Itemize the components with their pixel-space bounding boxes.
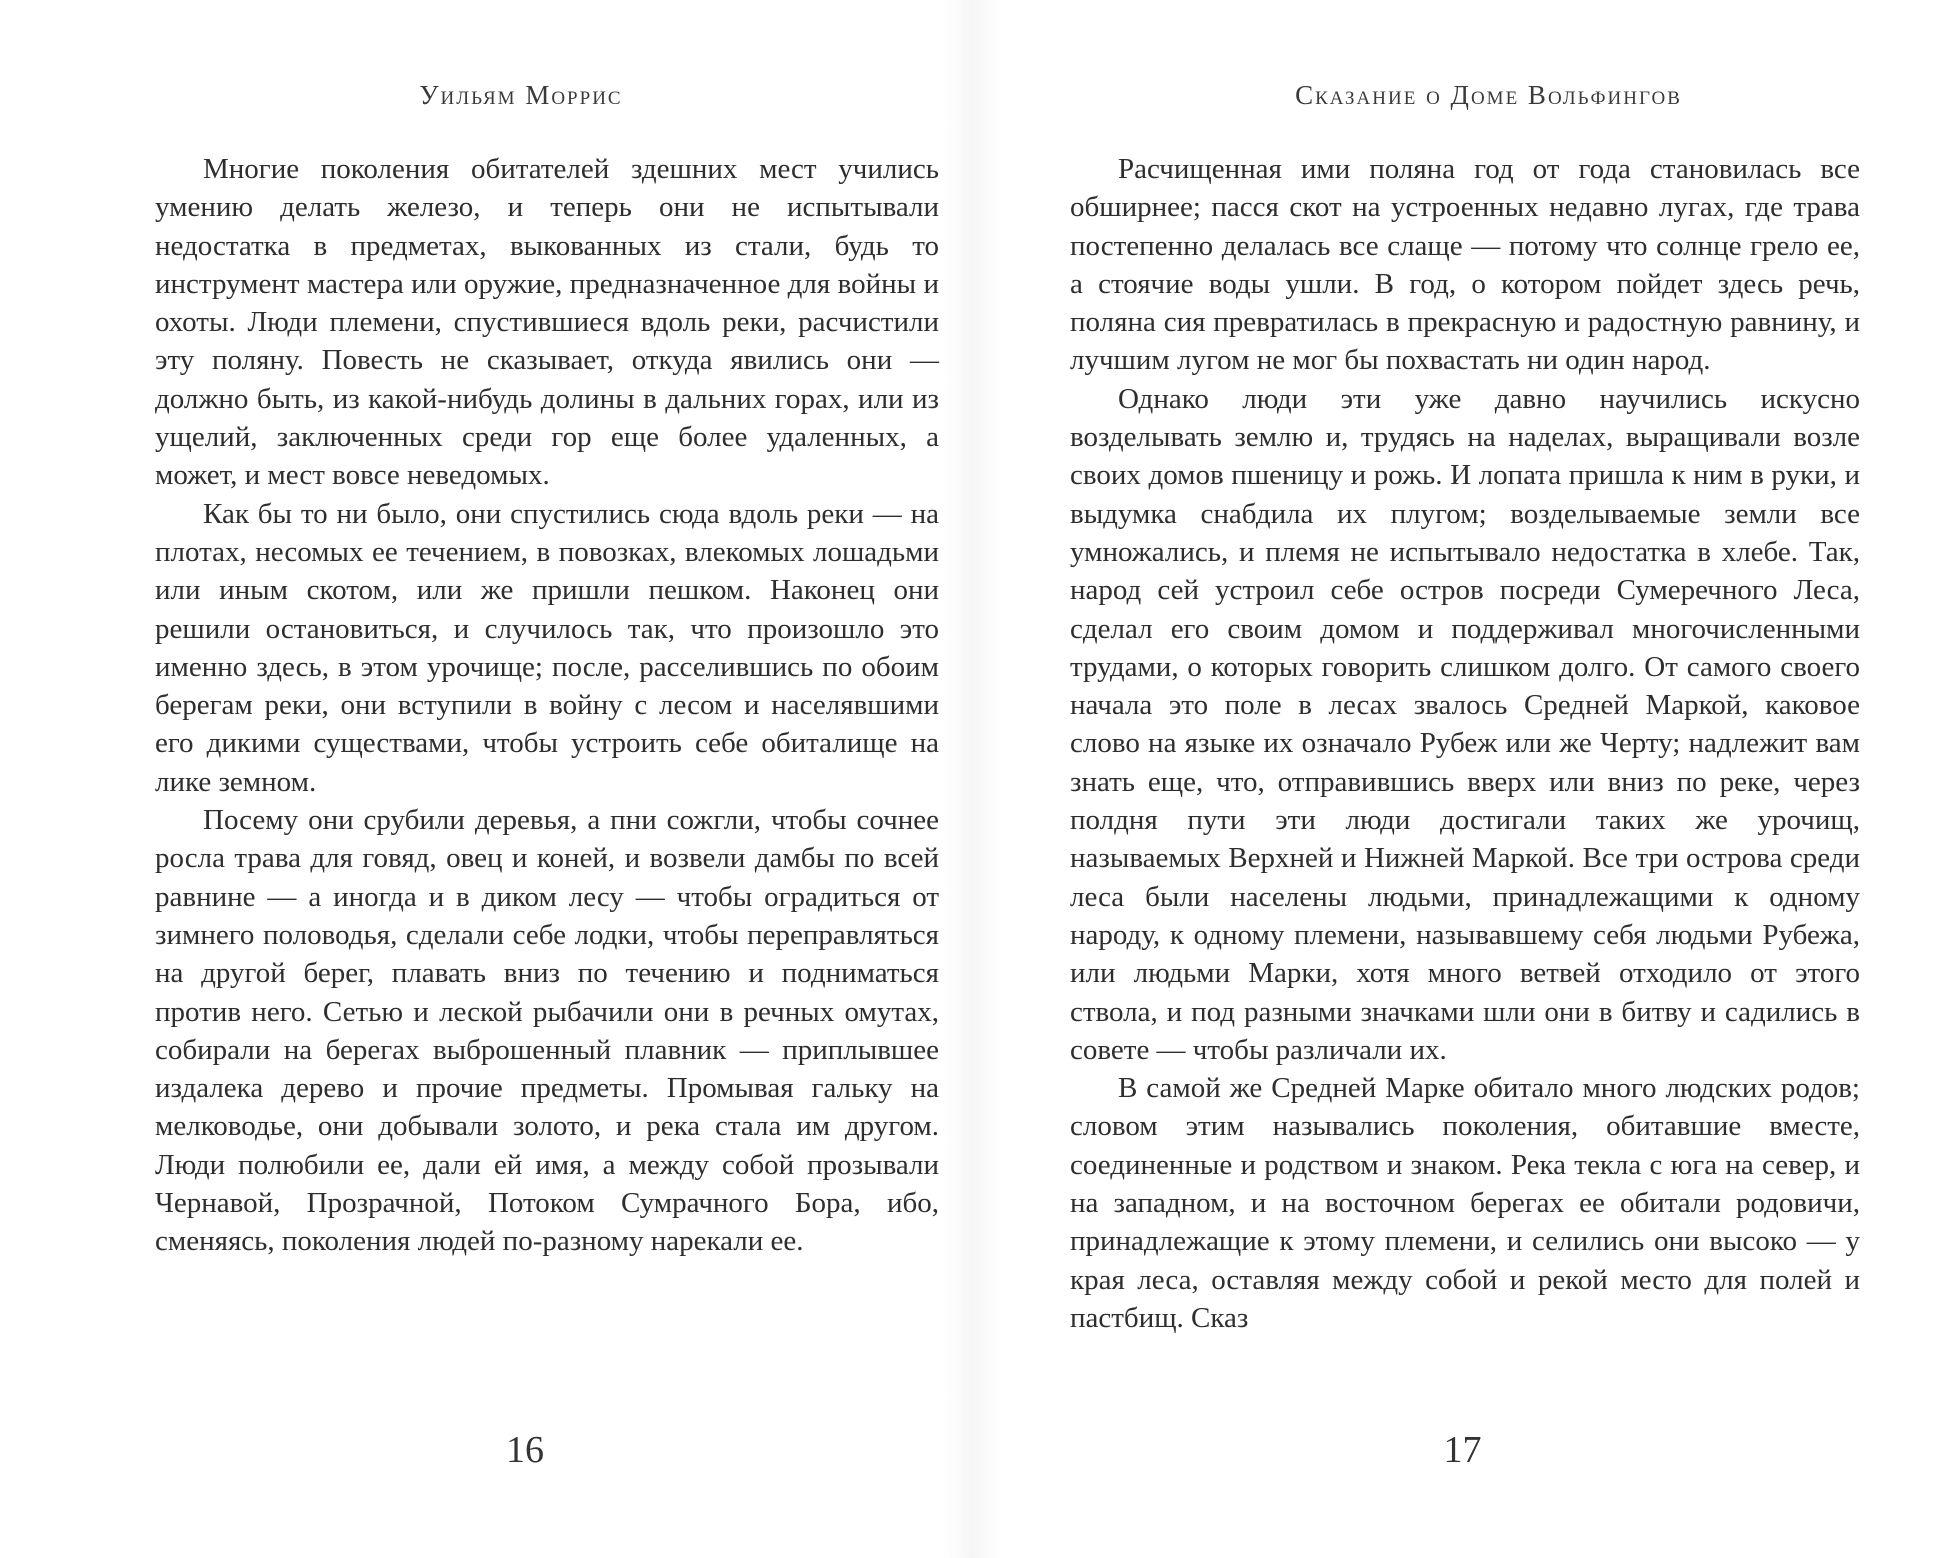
page-number: 17	[1443, 1429, 1482, 1471]
left-page	[0, 0, 972, 1558]
page-number: 16	[506, 1429, 544, 1471]
paragraph: Расчищенная ими поляна год от года становилась все обширнее; пасся скот на устроенных недавно лугах, где трава постепенно делалась все слаще — потому что солнце грело ее, а стоячие воды ушли. В год, о котором пойдет здесь речь, поляна сия превратилась в прекрасную и радостную равнину, и лучшим лугом не мог бы похвастать ни один народ.	[1070, 153, 1860, 377]
paragraph: Как бы то ни было, они спустились сюда вдоль реки — на плотах, несомых ее течением, в повозках, влекомых лошадьми или иным скотом, или же пришли пешком. Наконец они решили остановиться, и случилось так, что произошло это именно здесь, в этом урочище; после, расселившись по обоим берегам реки, они вступили в войну с лесом и населявшими его дикими существами, чтобы устроить себе обиталище на лике земном.	[155, 497, 939, 798]
paragraph: В самой же Средней Марке обитало много людских родов; словом этим назывались поколения, обитавшие вместе, соединенные и родством и знаком. Река текла с юга на север, и на западном, и на восточном берегах ее обитали родовичи, принадлежащие к этому племени, и селились они высоко — у края леса, оставляя между собой и рекой место для полей и пастбищ. Сказ	[1070, 1072, 1860, 1334]
right-page	[972, 0, 1945, 1558]
right-text-block	[1070, 150, 1860, 1337]
paragraph: Многие поколения обитателей здешних мест учились умению делать железо, и теперь они не испытывали недостатка в предметах, выкованных из стали, будь то инструмент мастера или оружие, предназначенное для войны и охоты. Люди племени, спустившиеся вдоль реки, расчистили эту поляну. Повесть не сказывает, откуда явились они — должно быть, из какой-нибудь долины в дальних горах, или из ущелий, заключенных среди гор еще более удаленных, а может, и мест вовсе неведомых.	[155, 153, 939, 492]
running-head-title: Сказание о Доме Вольфингов	[1295, 80, 1682, 110]
paragraph: Однако люди эти уже давно научились искусно возделывать землю и, трудясь на наделах, выращивали возле своих домов пшеницу и рожь. И лопата пришла к ним в руки, и выдумка снабдила их плугом; возделываемые земли все умножались, и племя не испытывало недостатка в хлебе. Так, народ сей устроил себе остров посреди Сумеречного Леса, сделал его своим домом и поддерживал многочисленными трудами, о которых говорить слишком долго. От самого своего начала это поле в лесах звалось Средней Маркой, каковое слово на языке их означало Рубеж или же Черту; надлежит вам знать еще, что, отправившись вверх или вниз по реке, через полдня пути эти люди достигали таких же урочищ, называемых Верхней и Нижней Маркой. Все три острова среди леса были населены людьми, принадлежащими к одному народу, к одному племени, называвшему себя людьми Рубежа, или людьми Марки, хотя много ветвей отходило от этого ствола, и под разными значками шли они в битву и садились в совете — чтобы различали их.	[1070, 382, 1860, 1066]
paragraph: Посему они срубили деревья, а пни сожгли, чтобы сочнее росла трава для говяд, овец и коней, и возвели дамбы по всей равнине — а иногда и в диком лесу — чтобы оградиться от зимнего половодья, сделали себе лодки, чтобы переправляться на другой берег, плавать вниз по течению и подниматься против него. Сетью и леской рыбачили они в речных омутах, собирали на берегах выброшенный плавник — приплывшее издалека дерево и прочие предметы. Промывая гальку на мелководье, они добывали золото, и река стала им другом. Люди полюбили ее, дали ей имя, а между собой прозывали Чернавой, Прозрачной, Потоком Сумрачного Бора, ибо, сменяясь, поколения людей по-разному нарекали ее.	[155, 804, 939, 1258]
left-text-block	[155, 150, 939, 1261]
running-head-author: Уильям Моррис	[419, 80, 623, 110]
